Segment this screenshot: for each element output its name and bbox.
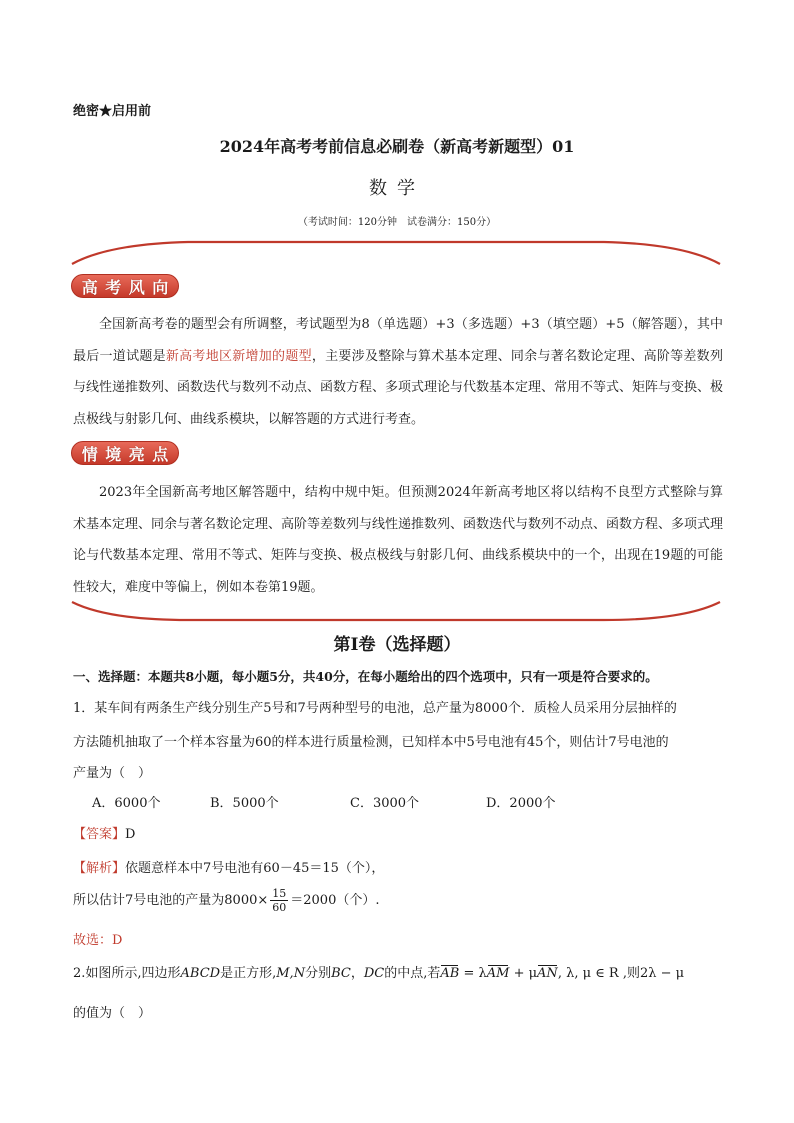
badge-char: 点 [152,444,169,464]
q2-var-mn: M,N [276,966,306,981]
bottom-arc-divider [68,598,724,624]
section-title: 第Ⅰ卷（选择题） [333,635,461,655]
option-b: B．5000个 [210,796,279,811]
answer-label: 【答案】 [73,827,126,842]
question-2-line-2: 的值为（ ） [73,1006,152,1021]
paragraph-highlight: 2023年全国新高考地区解答题中，结构中规中矩。但预测2024年新高考地区将以结构不良型方式整除与算术基本定理、同余与著名数论定理、高阶等差数列与线性递推数列、函数迭代与数列不动点、函数方程、多项式理论与代数基本定理、常用不等式、矩阵与变换、极点极线与射影几何、曲线系模块中的一个，出现在19题的可能性较大，难度中等偏上，例如本卷第19题。 [73,485,724,595]
analysis-label: 【解析】 [73,861,126,876]
option-a: A．6000个 [92,796,161,811]
para1-text-b: ，主要涉及整除与算术基本定理、同余与著名数论定理、高阶等差数列与线性递推数列、函数迭代与数列不动点、函数方程、多项式理论与代数基本定理、常用不等式、矩阵与变换、极点极线与射影几何、曲线系模块，以解答题的方式进行考查。 [73,348,724,427]
q2-var-dc: DC [363,966,385,981]
badge-char: 高 [81,277,98,297]
q2-eq: = λ [459,966,487,981]
badge-exam-trend [71,274,179,298]
analysis2-prefix: 所以估计7号电池的产量为8000× [73,893,269,908]
vector-am: AM [486,966,510,981]
q2-var-abcd: ABCD [180,966,221,981]
q2-text: 是正方形, [220,966,277,981]
section-instruction: 一、选择题：本题共8小题，每小题5分，共40分，在每小题给出的四个选项中，只有一项是符合要求的。 [73,669,658,684]
q2-text: 分别 [305,966,332,981]
para1-text-a: 全国新高考卷的题型会有所调整，考试题型为8（单选题）+3（多选题）+3（填空题）+5（解答题），其中最后一道试题是 [73,317,723,364]
badge-char: 考 [105,277,122,297]
badge-char: 向 [152,277,169,297]
fraction-numerator: 15 [272,887,287,900]
q2-eq: , λ, μ ∈ R [557,966,619,981]
q2-text: ， [350,966,364,981]
paragraph-exam-trend [73,309,723,435]
subject-title: 数学 [369,178,425,199]
badge-char: 境 [105,444,122,464]
q2-eq: + μ [509,966,538,981]
question-1-line-1: 1．某车间有两条生产线分别生产5号和7号两种型号的电池，总产量为8000个．质检人员采用分层抽样的 [73,701,677,716]
option-c: C．3000个 [350,796,420,811]
exam-info: （考试时间：120分钟 试卷满分：150分） [297,217,497,228]
answer-value: D [125,827,136,842]
badge-highlight [71,441,179,465]
badge-char: 亮 [128,444,145,464]
badge-char: 风 [128,277,145,297]
question-1-choice: 故选：D [73,933,123,948]
analysis2-suffix: ＝2000（个）. [290,893,380,908]
option-d: D．2000个 [486,796,556,811]
question-1-line-3: 产量为（ ） [73,766,152,781]
fraction-denominator: 60 [272,901,287,914]
q2-eq: ,则2λ − μ [618,966,685,981]
vector-ab: AB [440,966,460,981]
analysis-text: 依题意样本中7号电池有60－45＝15（个）， [125,861,385,876]
vector-an: AN [537,966,558,981]
badge-char: 情 [81,444,98,464]
top-arc-divider [68,238,724,268]
question-1-analysis-2 [73,887,723,914]
question-1-analysis [73,857,723,876]
question-1-options [92,792,692,811]
question-1-answer [73,823,723,842]
fraction [270,887,288,914]
q2-var-bc: BC [331,966,351,981]
question-2-line-1 [73,962,723,981]
confidential-label: 绝密★启用前 [73,104,152,119]
para1-highlight: 新高考地区新增加的题型 [165,348,312,364]
q2-text: 2.如图所示,四边形 [73,966,181,981]
exam-title: 2024年高考考前信息必刷卷（新高考新题型）01 [219,137,575,156]
q2-text: 的中点,若 [384,966,441,981]
question-1-line-2: 方法随机抽取了一个样本容量为60的样本进行质量检测，已知样本中5号电池有45个，则估计7号电池的 [73,735,669,750]
